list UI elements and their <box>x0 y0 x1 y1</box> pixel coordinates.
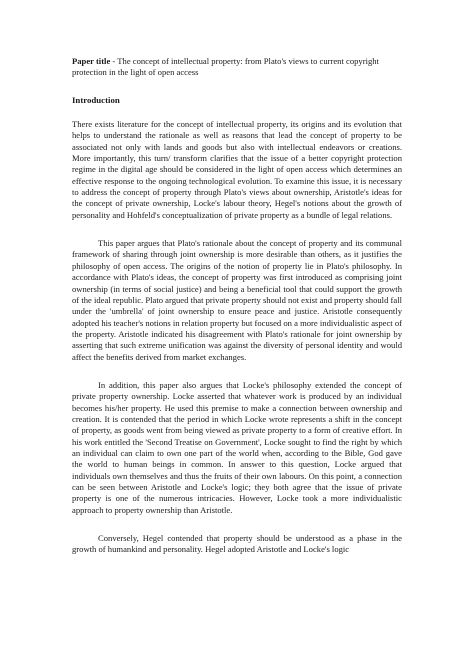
paragraph-hegel: Conversely, Hegel contended that property should be understood as a phase in the growth of humankind and personality. Hegel adopted Aristotle and Locke's logic <box>72 533 402 555</box>
paragraph-locke: In addition, this paper also argues that Locke's philosophy extended the concept of private property ownership. Locke asserted that whatever work is produced by an individual becomes his/her property. He used this premise to make a connection between ownership and creation. It is contended that the period in which Locke wrote represents a shift in the concept of property, as goods went from being viewed as private property to a form of creative effort. In his work entitled the 'Second Treatise on Government', Locke sought to find the right by which an individual can claim to own one part of the world when, according to the Bible, God gave the world to human beings in common. In answer to this question, Locke argued that individuals own themselves and thus the fruits of their own labours. On this point, a connection can be seen between Aristotle and Locke's logic; they both agree that the issue of private property is one of the numerous intricacies. However, Locke took a more individualistic approach to property ownership than Aristotle. <box>72 379 402 515</box>
paragraph-intro: There exists literature for the concept of intellectual property, its origins and its evolution that helps to understand the rationale as well as reasons that lead the concept of property to be associated not only with lands and goods but also with intellectual endeavors or creations. More importantly, this turn/ transform clarifies that the issue of a better copyright protection regime in the digital age should be considered in the light of open access which determines an effective response to the ongoing technological evolution. To examine this issue, it is necessary to address the concept of property through Plato's views about ownership, Aristotle's ideas for the concept of private ownership, Locke's labour theory, Hegel's notions about the growth of personality and Hohfeld's conceptualization of private property as a bundle of legal relations. <box>72 119 402 220</box>
section-heading: Introduction <box>72 94 120 105</box>
paper-title <box>72 56 402 79</box>
paragraph-plato: This paper argues that Plato's rationale about the concept of property and its communal framework of sharing through joint ownership is more desirable than others, as it justifies the philosophy of open access. The origins of the notion of property lie in Plato's philosophy. In accordance with Plato's ideas, the concept of property was first introduced as comprising joint ownership (in terms of social justice) and being a beneficial tool that could support the growth of the ideal republic. Plato argued that private property should not exist and property should fall under the 'umbrella' of joint ownership to ensure peace and justice. Aristotle consequently adopted his teacher's notions in relation property but focused on a more individualistic aspect of the property. Aristotle indicated his disagreement with Plato's rationale for joint ownership by asserting that such extreme unification was against the diversity of personal identity and would affect the benefits derived from market exchanges. <box>72 238 402 362</box>
document-page <box>72 56 402 556</box>
paper-title-text: - The concept of intellectual property: from Plato's views to current copyright protection in the light of open access <box>72 56 379 78</box>
paper-title-label: Paper title <box>72 56 111 66</box>
